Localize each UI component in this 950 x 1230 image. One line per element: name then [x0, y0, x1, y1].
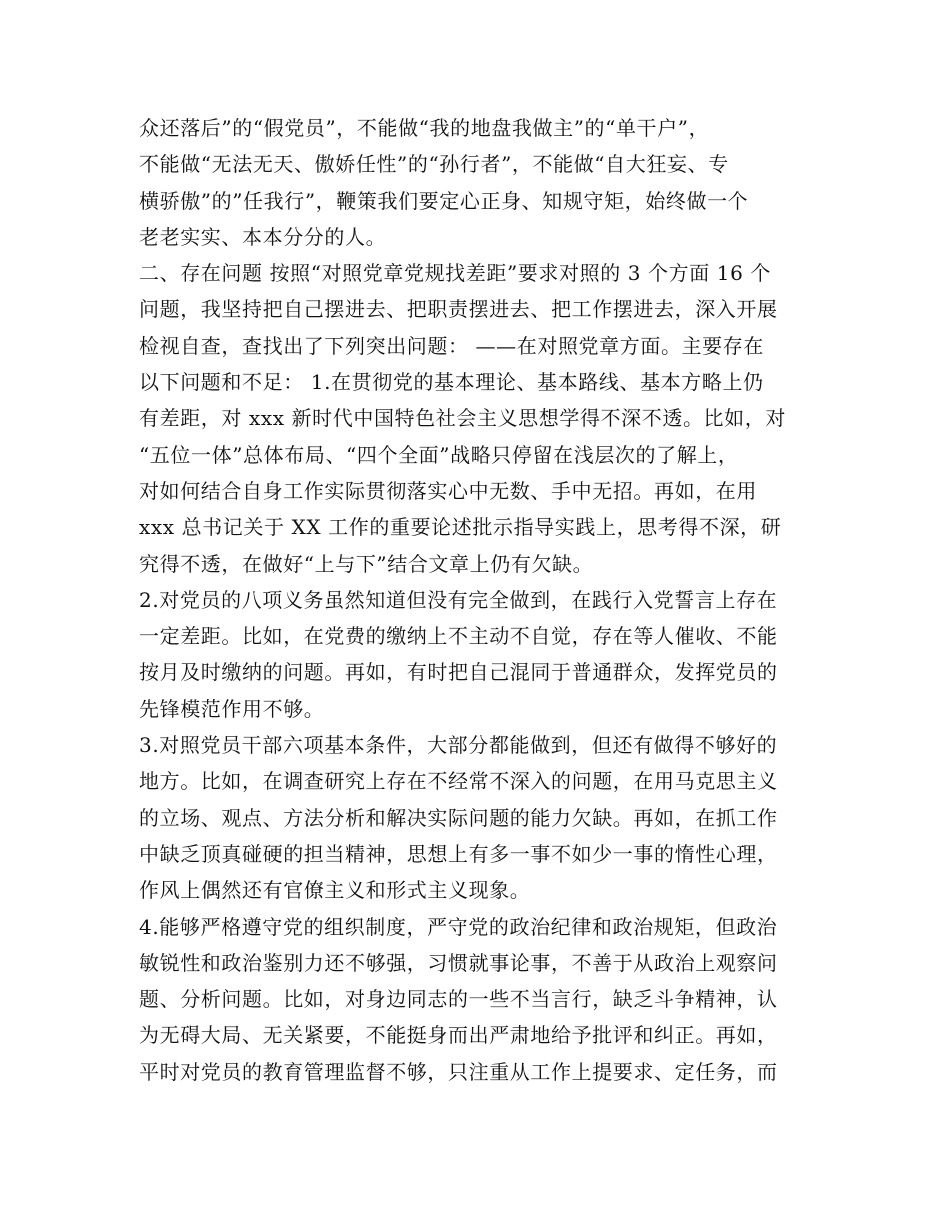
text-line: 检视自查，查找出了下列突出问题： ——在对照党章方面。主要存在: [139, 333, 764, 358]
text-line: 敏锐性和政治鉴别力还不够强，习惯就事论事，不善于从政治上观察问: [139, 950, 778, 975]
text-line: 中缺乏顶真碰硬的担当精神，思想上有多一事不如少一事的惰性心理，: [139, 841, 778, 866]
text-line: 3.对照党员干部六项基本条件，大部分都能做到，但还有做得不够好的: [139, 733, 778, 758]
text-line: 4.能够严格遵守党的组织制度，严守党的政治纪律和政治规矩，但政治: [139, 914, 778, 939]
text-line: 为无碍大局、无关紧要，不能挺身而出严肃地给予批评和纠正。再如，: [139, 1023, 778, 1048]
text-line: 按月及时缴纳的问题。再如，有时把自己混同于普通群众，发挥党员的: [139, 660, 778, 685]
text-line: 究得不透，在做好“上与下”结合文章上仍有欠缺。: [139, 551, 594, 576]
text-line: 二、存在问题 按照“对照党章党规找差距”要求对照的 3 个方面 16 个: [139, 261, 772, 286]
text-line: 众还落后”的“假党员”，不能做“我的地盘我做主”的“单干户”，: [139, 116, 710, 140]
text-line: 横骄傲”的”任我行”，鞭策我们要定心正身、知规守矩，始终做一个: [139, 188, 749, 213]
text-line: 的立场、观点、方法分析和解决实际问题的能力欠缺。再如，在抓工作: [139, 805, 778, 830]
text-line: 地方。比如，在调查研究上存在不经常不深入的问题，在用马克思主义: [139, 769, 778, 794]
text-line: 老老实实、本本分分的人。: [139, 224, 387, 249]
text-line: 问题，我坚持把自己摆进去、把职责摆进去、把工作摆进去，深入开展: [139, 297, 778, 322]
text-line: 以下问题和不足： 1.在贯彻党的基本理论、基本路线、基本方略上仍: [139, 370, 764, 395]
text-line: 有差距，对 xxx 新时代中国特色社会主义思想学得不深不透。比如，对: [139, 406, 786, 431]
text-line: xxx 总书记关于 XX 工作的重要论述批示指导实践上，思考得不深，研: [139, 515, 782, 540]
text-line: 作风上偶然还有官僚主义和形式主义现象。: [139, 878, 531, 903]
text-line: 题、分析问题。比如，对身边同志的一些不当言行，缺乏斗争精神，认: [139, 987, 778, 1012]
text-line: 不能做“无法无天、傲娇任性”的“孙行者”，不能做“自大狂妄、专: [139, 152, 729, 177]
text-line: 2.对党员的八项义务虽然知道但没有完全做到，在践行入党誓言上存在: [139, 587, 778, 612]
document-body: [139, 110, 819, 1090]
text-line: 平时对党员的教育管理监督不够，只注重从工作上提要求、定任务，而: [139, 1059, 778, 1084]
text-line: “五位一体”总体布局、“四个全面”战略只停留在浅层次的了解上，: [139, 442, 739, 467]
text-line: 对如何结合自身工作实际贯彻落实心中无数、手中无招。再如，在用: [139, 478, 757, 503]
text-line: 先锋模范作用不够。: [139, 696, 325, 721]
text-line: 一定差距。比如，在党费的缴纳上不主动不自觉，存在等人催收、不能: [139, 624, 778, 649]
